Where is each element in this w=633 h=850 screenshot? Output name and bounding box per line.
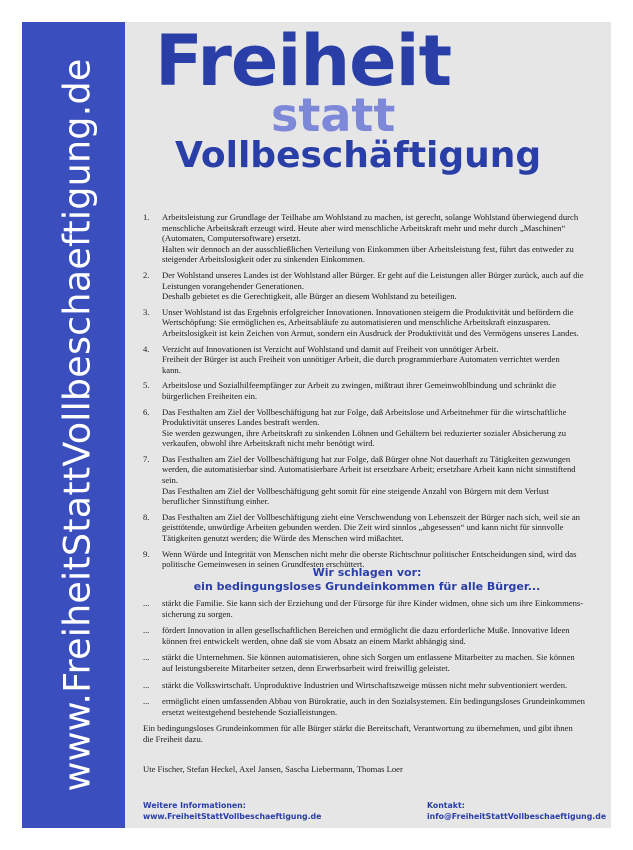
benefit-line: auf leistungsbereite Mitarbeiter setzen, denn Erwerbsarbeit wird freiwillig geleistet.	[162, 662, 450, 673]
benefit-item	[143, 696, 591, 717]
authors: Ute Fischer, Stefan Heckel, Axel Jansen, Sascha Liebermann, Thomas Loer	[143, 764, 403, 774]
benefit-line: stärkt die Familie. Sie kann sich der Erziehung und der Fürsorge für ihre Kinder widmen, ohne sich um ihre Einkommens-	[162, 598, 584, 608]
benefit-line: ermöglicht einen umfassenden Abbau von Bürokratie, auch in den Sozialsystemen. Ein bedingungsloses Grundeinkommen	[162, 696, 585, 707]
thesis-line: werden, die automatisierbar sind. Automatisierbare Arbeit ist ersetzbare Arbeit; ersetzbare Arbeit kann nicht sinnstiftend	[162, 464, 576, 475]
thesis-line: Produktivität unseres Landes bestraft werden.	[162, 417, 320, 428]
thesis-number: 5.	[143, 380, 150, 391]
thesis-item	[143, 270, 591, 302]
info-url-link[interactable]: www.FreiheitStattVollbeschaeftigung.de	[143, 812, 322, 821]
benefit-ellipsis: ...	[143, 696, 150, 707]
benefit-ellipsis: ...	[143, 625, 150, 636]
thesis-number: 4.	[143, 343, 150, 354]
thesis-line: Wertschöpfung: Sie ermöglichen es, Arbeitsabläufe zu automatisieren und menschliche Arbeitskraft einzusparen.	[162, 317, 551, 328]
title-freiheit: Freiheit	[155, 20, 452, 102]
benefit-line: stärkt die Volkswirtschaft. Unproduktive Industrien und Wirtschaftszweige müssen nicht mehr subventioniert werden.	[162, 679, 568, 690]
benefit-ellipsis: ...	[143, 679, 150, 690]
benefit-line: stärkt die Unternehmen. Sie können automatisieren, ohne sich Sorgen um entlassene Mitarbeiter zu machen. Sie können	[162, 652, 575, 663]
thesis-number: 3.	[143, 306, 150, 317]
proposal-heading	[143, 566, 591, 594]
closing-line: die Freiheit dazu.	[143, 733, 203, 744]
thesis-number: 2.	[143, 269, 150, 280]
benefit-ellipsis: ...	[143, 598, 150, 608]
thesis-line: Das Festhalten am Ziel der Vollbeschäftigung zieht eine Verschwendung von Lebenszeit der Bürger nach sich, weil sie an	[162, 511, 580, 522]
closing-line: Ein bedingungsloses Grundeinkommen für alle Bürger stärkt die Bereitschaft, Verantwortung zu übernehmen, und gibt ihnen	[143, 723, 573, 734]
thesis-line: beruflicher Sinnstiftung einher.	[162, 496, 270, 507]
thesis-item	[143, 407, 591, 449]
thesis-list	[143, 212, 591, 575]
thesis-item	[143, 512, 591, 544]
thesis-line: Unser Wohlstand ist das Ergebnis erfolgreicher Innovationen. Innovationen steigern die Produktivität und befördern die	[162, 306, 574, 317]
title-vollbeschaeftigung: Vollbeschäftigung	[175, 135, 542, 176]
thesis-line: Der Wohlstand unseres Landes ist der Wohlstand aller Bürger. Er geht auf die Leistungen aller Bürger zurück, auch auf die	[162, 269, 584, 280]
thesis-line: Wenn Würde und Integrität von Menschen nicht mehr die oberste Richtschnur politischer Entscheidungen sind, wird das	[162, 548, 577, 559]
benefit-line: fördert Innovation in allen gesellschaftlichen Bereichen und ermöglicht die dazu erforderliche Muße. Innovative Ideen	[162, 625, 570, 636]
benefits-section	[143, 598, 591, 745]
thesis-line: Verzicht auf Innovationen ist Verzicht auf Wohlstand und damit auf Freiheit von unnötiger Arbeit.	[162, 343, 499, 354]
thesis-line: Leistungen vorangehender Generationen.	[162, 280, 304, 291]
benefit-item	[143, 680, 591, 691]
thesis-item	[143, 212, 591, 265]
thesis-number: 6.	[143, 406, 150, 417]
thesis-line: kann.	[162, 364, 181, 375]
thesis-item	[143, 307, 591, 339]
thesis-line: Das Festhalten am Ziel der Vollbeschäftigung hat zur Folge, daß Arbeitslose und Arbeitnehmer für die wirtschaftliche	[162, 406, 567, 417]
thesis-line: Arbeitslosigkeit ist kein Zeichen von Armut, sondern ein Ausdruck der Produktivität und des Vermögens unseres Landes.	[162, 327, 579, 338]
thesis-line: Deshalb gebietet es die Gerechtigkeit, alle Bürger an diesem Wohlstand zu beteiligen.	[162, 291, 457, 302]
thesis-line: Sie werden gezwungen, ihre Arbeitskraft zu sinkenden Löhnen und Gehältern bei reduzierter sozialer Absicherung zu	[162, 427, 566, 438]
benefit-list	[143, 598, 591, 717]
benefit-ellipsis: ...	[143, 652, 150, 663]
benefit-item	[143, 598, 591, 619]
thesis-line: Das Festhalten am Ziel der Vollbeschäftigung geht somit für eine steigende Anzahl von Bürgern mit dem Verlust	[162, 485, 549, 496]
thesis-line: verkaufen, obwohl ihre Arbeitskraft nicht mehr benötigt wird.	[162, 438, 375, 449]
thesis-line: Freiheit der Bürger ist auch Freiheit von unnötiger Arbeit, die durch programmierbare Automaten verrichtet werden	[162, 354, 560, 365]
benefit-line: sicherung zu sorgen.	[162, 608, 233, 619]
thesis-number: 8.	[143, 511, 150, 522]
info-label: Weitere Informationen:	[143, 801, 246, 810]
thesis-line: geisttötende, unwürdige Arbeiten gebunden werden. Die Zeit wird sinnlos „abgesessen“ und kann nicht für sinnvolle	[162, 522, 564, 533]
contact-label: Kontakt:	[427, 801, 465, 810]
benefit-item	[143, 652, 591, 673]
thesis-line: sein.	[162, 475, 178, 486]
contact-email-link[interactable]: info@FreiheitStattVollbeschaeftigung.de	[427, 812, 607, 821]
thesis-line: politische Gemeinwesen in seinen Grundfesten erschüttert.	[162, 559, 365, 570]
thesis-line: Arbeitsleistung zur Grundlage der Teilhabe am Wohlstand zu machen, ist gerecht, solange Wohlstand überwiegend durch	[162, 212, 579, 222]
thesis-line: Halten wir dennoch an der ausschließlichen Verteilung von Einkommen über Arbeitsleistung fest, führt das entweder zu	[162, 243, 574, 254]
thesis-number: 7.	[143, 453, 150, 464]
thesis-item	[143, 380, 591, 401]
sidebar-url[interactable]: www.FreiheitStattVollbeschaeftigung.de	[55, 58, 99, 792]
thesis-line: menschliche Arbeitskraft erzeugt wird. Heute aber wird menschliche Arbeitskraft mehr und mehr durch „Maschinen“	[162, 222, 566, 233]
benefit-line: können frei entwickelt werden, ohne daß sie vom Absatz an einem Markt abhängig sind.	[162, 635, 466, 646]
thesis-line: (Automaten, Computersoftware) ersetzt.	[162, 233, 301, 244]
benefit-line: ersetzt weitestgehend bestehende Sozialleistungen.	[162, 706, 338, 717]
thesis-line: Arbeitslose und Sozialhilfeempfänger zur Arbeit zu zwingen, mißtraut ihrer Gemeinwohlbindung und schränkt die	[162, 380, 557, 391]
benefit-item	[143, 625, 591, 646]
proposal-line-2: ein bedingungsloses Grundeinkommen für alle Bürger...	[193, 580, 541, 593]
thesis-item	[143, 344, 591, 376]
footer-contact	[427, 800, 606, 822]
thesis-line: bürgerlichen Freiheiten ein.	[162, 390, 258, 401]
title-statt: statt	[271, 88, 396, 142]
thesis-item	[143, 454, 591, 507]
thesis-line: Tätigkeiten genutzt werden; die Würde des Menschen wird mißachtet.	[162, 533, 404, 544]
closing-paragraph	[143, 723, 591, 744]
thesis-line: Das Festhalten am Ziel der Vollbeschäftigung hat zur Folge, daß Bürger ohne Not dauerhaft zu Tätigkeiten gezwungen	[162, 453, 571, 464]
footer-info	[143, 800, 321, 822]
thesis-line: steigender Arbeitslosigkeit oder zu sinkenden Einkommen.	[162, 254, 365, 265]
proposal-line-1: Wir schlagen vor:	[312, 566, 422, 579]
thesis-number: 1.	[143, 212, 150, 222]
thesis-number: 9.	[143, 548, 150, 559]
